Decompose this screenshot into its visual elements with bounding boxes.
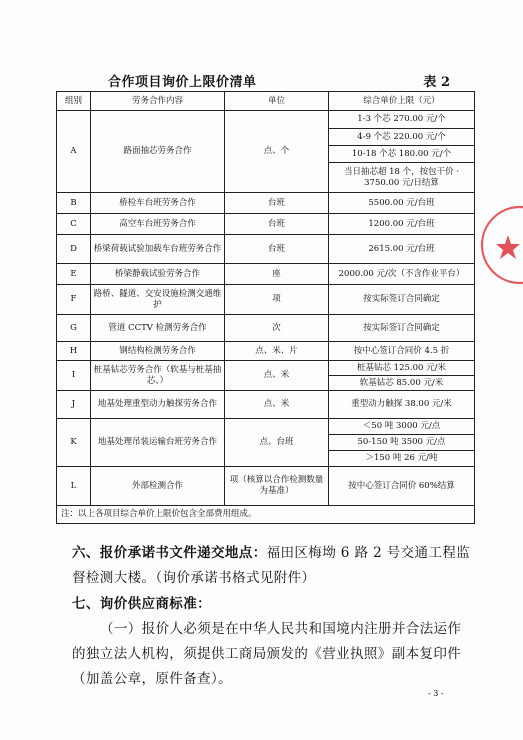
table-header-row: [57, 92, 475, 111]
row-unit: 台班: [225, 193, 329, 214]
row-price: 按中心签订合同价 60%结算: [329, 467, 475, 506]
table-title-row: [56, 71, 474, 89]
table-row: [57, 214, 475, 235]
row-group: E: [57, 264, 91, 285]
row-group: C: [57, 214, 91, 235]
table-title: 合作项目询价上限价清单: [108, 75, 257, 90]
header-content: 劳务合作内容: [91, 92, 225, 111]
row-group: K: [57, 419, 91, 467]
row-price: 当日抽芯超 18 个，按包干价 · 3750.00 元/日结算: [329, 163, 475, 193]
row-unit: 台班: [225, 214, 329, 235]
row-price: 按实际签订合同确定: [329, 285, 475, 315]
row-content: 地基处理吊装运输台班劳务合作: [91, 419, 225, 467]
row-content: 桩基钻芯劳务合作（软基与桩基抽芯、）: [91, 361, 225, 391]
row-price: 桩基钻芯 125.00 元/米: [329, 361, 475, 376]
row-unit: 项（核算以合作检测数量为基准）: [225, 467, 329, 506]
header-price: 综合单价上限（元）: [329, 92, 475, 111]
row-content: 钢结构检测劳务合作: [91, 342, 225, 361]
row-unit: 次: [225, 315, 329, 342]
row-price: 50-150 吨 3500 元/点: [329, 435, 475, 451]
row-unit: 点、米: [225, 361, 329, 391]
table-row: [57, 235, 475, 264]
row-price: 按中心签订合同价 4.5 折: [329, 342, 475, 361]
row-price: 10-18 个芯 180.00 元/个: [329, 146, 475, 163]
row-price: ＞150 吨 26 元/吨: [329, 451, 475, 467]
table-row: [57, 315, 475, 342]
row-group: H: [57, 342, 91, 361]
table-row: [57, 391, 475, 419]
paragraph-six-body: 福田区梅坳 6 路 2 号交通工程监督检测大楼。（询价承诺书格式见附件）: [72, 545, 471, 586]
row-group: A: [57, 111, 91, 193]
row-content: 路面抽芯劳务合作: [91, 111, 225, 193]
row-unit: 点、米、片: [225, 342, 329, 361]
row-group: F: [57, 285, 91, 315]
row-group: I: [57, 361, 91, 391]
row-content: 管道 CCTV 检测劳务合作: [91, 315, 225, 342]
row-price: 4-9 个芯 220.00 元/个: [329, 129, 475, 146]
row-unit: 点、台班: [225, 419, 329, 467]
row-group: L: [57, 467, 91, 506]
table-row: [57, 361, 475, 376]
row-unit: 项: [225, 285, 329, 315]
table-note-row: [57, 506, 475, 524]
row-price: 2000.00 元/次（不含作业平台）: [329, 264, 475, 285]
row-group: B: [57, 193, 91, 214]
table-row: [57, 285, 475, 315]
row-content: 桥梁荷载试验加载车台班劳务合作: [91, 235, 225, 264]
row-price: 5500.00 元/台班: [329, 193, 475, 214]
row-group: D: [57, 235, 91, 264]
header-group: 组别: [57, 92, 91, 111]
official-seal-icon: [478, 195, 523, 295]
row-content: 路桥、隧道、交安设施检测交通维护: [91, 285, 225, 315]
row-unit: 点、米: [225, 391, 329, 419]
table-row: [57, 419, 475, 435]
table-number: 表 2: [423, 75, 450, 90]
row-unit: 点、个: [225, 111, 329, 193]
row-price: ＜50 吨 3000 元/点: [329, 419, 475, 435]
table-row: [57, 193, 475, 214]
table-row: [57, 342, 475, 361]
row-content: 桥检车台班劳务合作: [91, 193, 225, 214]
table-row: [57, 111, 475, 129]
row-price: 1200.00 元/台班: [329, 214, 475, 235]
paragraph-seven-title: 七、询价供应商标准：: [72, 596, 211, 612]
paragraph-six-heading: 六、报价承诺书文件递交地点：: [72, 545, 267, 561]
table-note: 注：以上各项目综合单价上限价包含全部费用组成。: [57, 506, 475, 524]
row-content: 高空车台班劳务合作: [91, 214, 225, 235]
row-content: 地基处理重型动力触探劳务合作: [91, 391, 225, 419]
row-group: G: [57, 315, 91, 342]
row-price: 1-3 个芯 270.00 元/个: [329, 111, 475, 129]
row-price: 2615.00 元/台班: [329, 235, 475, 264]
row-content: 桥梁静载试验劳务合作: [91, 264, 225, 285]
page-number: - 3 -: [428, 689, 444, 698]
row-content: 外部检测合作: [91, 467, 225, 506]
row-price: 软基钻芯 85.00 元/米: [329, 376, 475, 391]
paragraph-six: [72, 541, 472, 591]
row-group: J: [57, 391, 91, 419]
paragraph-seven-item-one: （一）报价人必须是在中华人民共和国境内注册并合法运作的独立法人机构，须提供工商局颁发的《营业执照》副本复印件（加盖公章，原件备查）。: [72, 621, 462, 687]
row-unit: 座: [225, 264, 329, 285]
table-row: [57, 264, 475, 285]
row-price: 按实际签订合同确定: [329, 315, 475, 342]
price-table: [56, 91, 475, 524]
row-price: 重型动力触探 38.00 元/米: [329, 391, 475, 419]
paragraph-seven-heading: [72, 592, 472, 617]
header-unit: 单位: [225, 92, 329, 111]
row-unit: 台班: [225, 235, 329, 264]
table-row: [57, 467, 475, 506]
